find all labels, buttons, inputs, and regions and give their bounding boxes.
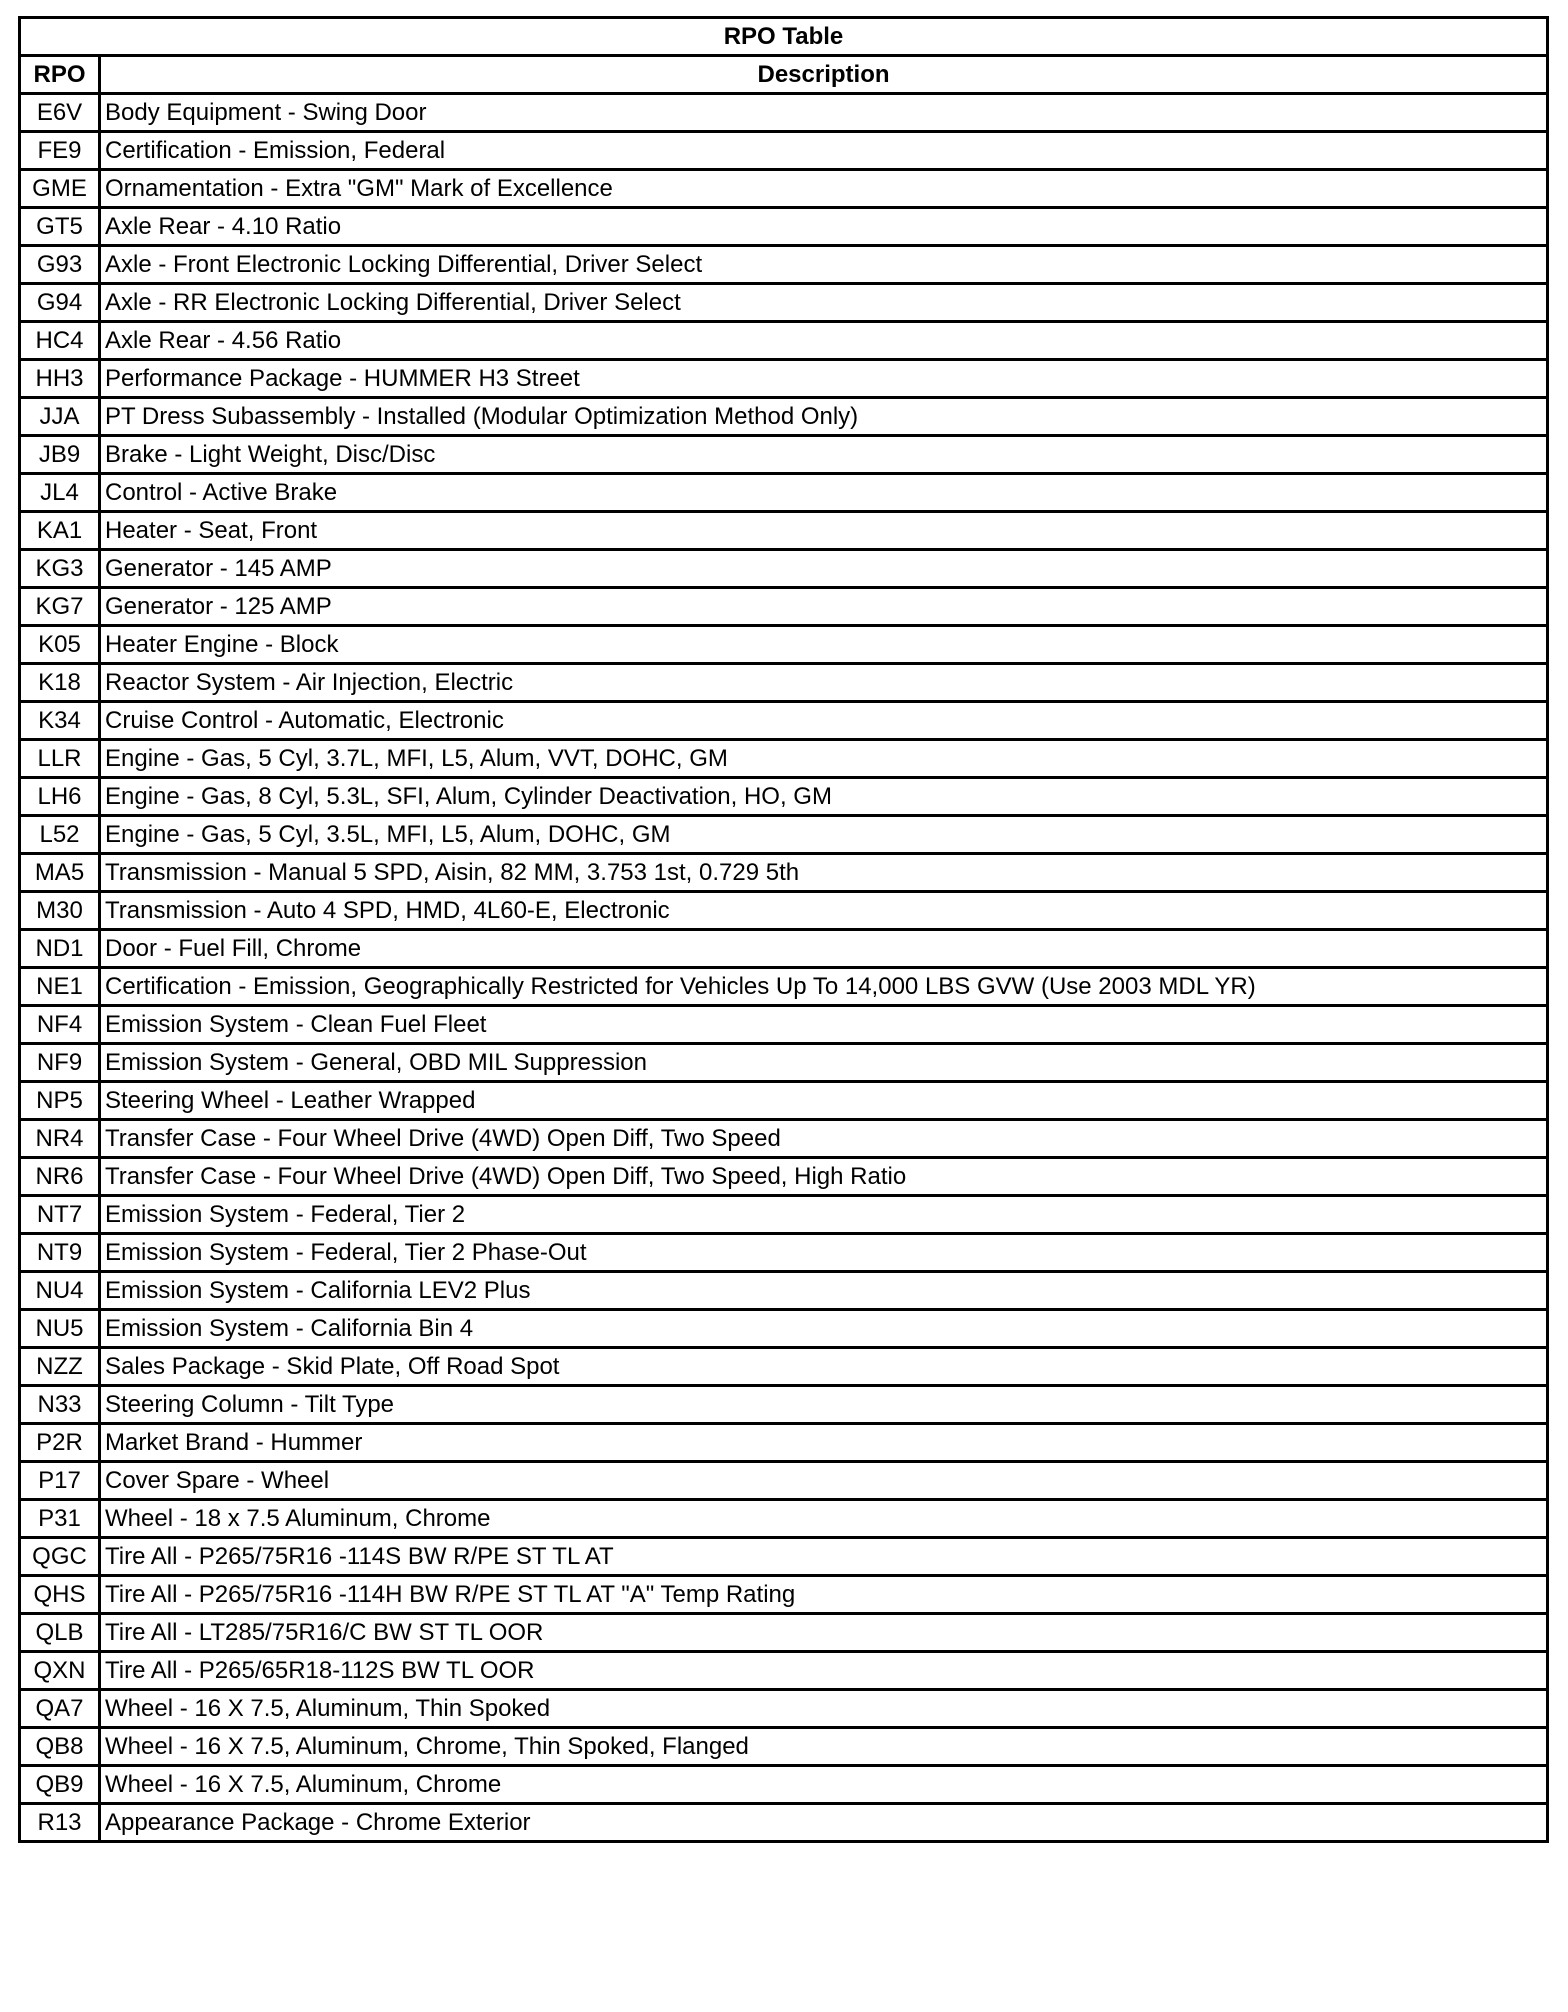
rpo-code-cell: ND1: [20, 930, 100, 968]
table-row: [20, 1044, 1548, 1082]
table-row: [20, 626, 1548, 664]
rpo-description-cell: Generator - 145 AMP: [100, 550, 1548, 588]
table-row: [20, 740, 1548, 778]
rpo-description-cell: Body Equipment - Swing Door: [100, 94, 1548, 132]
rpo-description-cell: Appearance Package - Chrome Exterior: [100, 1804, 1548, 1842]
rpo-description-cell: Steering Column - Tilt Type: [100, 1386, 1548, 1424]
table-row: [20, 892, 1548, 930]
rpo-code-cell: GME: [20, 170, 100, 208]
rpo-code-cell: P31: [20, 1500, 100, 1538]
rpo-description-cell: Generator - 125 AMP: [100, 588, 1548, 626]
table-row: [20, 322, 1548, 360]
rpo-description-cell: Transfer Case - Four Wheel Drive (4WD) Open Diff, Two Speed: [100, 1120, 1548, 1158]
rpo-code-cell: QB9: [20, 1766, 100, 1804]
table-row: [20, 1006, 1548, 1044]
rpo-code-cell: QGC: [20, 1538, 100, 1576]
rpo-code-cell: M30: [20, 892, 100, 930]
table-row: [20, 778, 1548, 816]
rpo-description-cell: Engine - Gas, 8 Cyl, 5.3L, SFI, Alum, Cylinder Deactivation, HO, GM: [100, 778, 1548, 816]
rpo-code-cell: N33: [20, 1386, 100, 1424]
table-row: [20, 854, 1548, 892]
rpo-code-cell: NF9: [20, 1044, 100, 1082]
rpo-description-cell: Heater - Seat, Front: [100, 512, 1548, 550]
rpo-description-cell: Tire All - P265/65R18-112S BW TL OOR: [100, 1652, 1548, 1690]
table-row: [20, 436, 1548, 474]
rpo-description-cell: Axle - RR Electronic Locking Differential, Driver Select: [100, 284, 1548, 322]
rpo-code-cell: NF4: [20, 1006, 100, 1044]
table-row: [20, 1272, 1548, 1310]
rpo-description-cell: Emission System - Federal, Tier 2 Phase-Out: [100, 1234, 1548, 1272]
table-row: [20, 1082, 1548, 1120]
table-row: [20, 550, 1548, 588]
table-row: [20, 208, 1548, 246]
table-row: [20, 1120, 1548, 1158]
table-row: [20, 94, 1548, 132]
rpo-code-cell: P17: [20, 1462, 100, 1500]
rpo-description-cell: Emission System - California LEV2 Plus: [100, 1272, 1548, 1310]
rpo-code-cell: QHS: [20, 1576, 100, 1614]
rpo-code-cell: LLR: [20, 740, 100, 778]
rpo-description-cell: Cover Spare - Wheel: [100, 1462, 1548, 1500]
table-title-row: [20, 18, 1548, 56]
rpo-code-cell: L52: [20, 816, 100, 854]
rpo-code-cell: KG3: [20, 550, 100, 588]
rpo-code-cell: P2R: [20, 1424, 100, 1462]
rpo-description-cell: Emission System - Federal, Tier 2: [100, 1196, 1548, 1234]
table-row: [20, 816, 1548, 854]
table-body: [20, 94, 1548, 1842]
rpo-description-cell: Transmission - Auto 4 SPD, HMD, 4L60-E, Electronic: [100, 892, 1548, 930]
rpo-table: [18, 16, 1549, 1843]
table-row: [20, 1652, 1548, 1690]
rpo-description-cell: Performance Package - HUMMER H3 Street: [100, 360, 1548, 398]
rpo-code-cell: NR6: [20, 1158, 100, 1196]
rpo-description-cell: Engine - Gas, 5 Cyl, 3.7L, MFI, L5, Alum, VVT, DOHC, GM: [100, 740, 1548, 778]
table-row: [20, 968, 1548, 1006]
rpo-description-cell: Market Brand - Hummer: [100, 1424, 1548, 1462]
rpo-code-cell: FE9: [20, 132, 100, 170]
rpo-code-cell: KA1: [20, 512, 100, 550]
rpo-code-cell: K34: [20, 702, 100, 740]
rpo-description-cell: Heater Engine - Block: [100, 626, 1548, 664]
table-row: [20, 1424, 1548, 1462]
rpo-code-cell: NR4: [20, 1120, 100, 1158]
table-title: RPO Table: [20, 18, 1548, 56]
rpo-description-cell: Brake - Light Weight, Disc/Disc: [100, 436, 1548, 474]
table-row: [20, 284, 1548, 322]
rpo-code-cell: KG7: [20, 588, 100, 626]
rpo-code-cell: JJA: [20, 398, 100, 436]
table-row: [20, 1386, 1548, 1424]
rpo-description-cell: Axle Rear - 4.56 Ratio: [100, 322, 1548, 360]
table-row: [20, 246, 1548, 284]
rpo-code-cell: G93: [20, 246, 100, 284]
table-row: [20, 1348, 1548, 1386]
rpo-description-cell: Certification - Emission, Federal: [100, 132, 1548, 170]
rpo-code-cell: QXN: [20, 1652, 100, 1690]
rpo-description-cell: Transfer Case - Four Wheel Drive (4WD) Open Diff, Two Speed, High Ratio: [100, 1158, 1548, 1196]
rpo-code-cell: QB8: [20, 1728, 100, 1766]
rpo-code-cell: E6V: [20, 94, 100, 132]
table-row: [20, 1538, 1548, 1576]
rpo-code-cell: NZZ: [20, 1348, 100, 1386]
table-row: [20, 512, 1548, 550]
table-row: [20, 1728, 1548, 1766]
rpo-code-cell: NU4: [20, 1272, 100, 1310]
rpo-description-cell: Wheel - 16 X 7.5, Aluminum, Chrome, Thin Spoked, Flanged: [100, 1728, 1548, 1766]
rpo-code-cell: K18: [20, 664, 100, 702]
rpo-description-cell: Cruise Control - Automatic, Electronic: [100, 702, 1548, 740]
rpo-description-cell: Axle - Front Electronic Locking Differential, Driver Select: [100, 246, 1548, 284]
rpo-code-cell: K05: [20, 626, 100, 664]
rpo-description-cell: Sales Package - Skid Plate, Off Road Spot: [100, 1348, 1548, 1386]
rpo-code-cell: LH6: [20, 778, 100, 816]
rpo-code-cell: HC4: [20, 322, 100, 360]
table-row: [20, 1766, 1548, 1804]
rpo-description-cell: Wheel - 16 X 7.5, Aluminum, Thin Spoked: [100, 1690, 1548, 1728]
table-row: [20, 360, 1548, 398]
table-row: [20, 930, 1548, 968]
rpo-description-cell: Emission System - Clean Fuel Fleet: [100, 1006, 1548, 1044]
rpo-code-cell: QLB: [20, 1614, 100, 1652]
table-row: [20, 1500, 1548, 1538]
rpo-code-cell: MA5: [20, 854, 100, 892]
rpo-description-cell: Control - Active Brake: [100, 474, 1548, 512]
table-row: [20, 702, 1548, 740]
rpo-description-cell: Emission System - General, OBD MIL Suppression: [100, 1044, 1548, 1082]
column-header-description: Description: [100, 56, 1548, 94]
rpo-description-cell: Certification - Emission, Geographically Restricted for Vehicles Up To 14,000 LBS GVW (Use 2003 MDL YR): [100, 968, 1548, 1006]
table-row: [20, 474, 1548, 512]
rpo-code-cell: G94: [20, 284, 100, 322]
rpo-code-cell: NT7: [20, 1196, 100, 1234]
table-row: [20, 132, 1548, 170]
rpo-code-cell: QA7: [20, 1690, 100, 1728]
rpo-description-cell: Transmission - Manual 5 SPD, Aisin, 82 MM, 3.753 1st, 0.729 5th: [100, 854, 1548, 892]
table-row: [20, 1804, 1548, 1842]
rpo-description-cell: Tire All - LT285/75R16/C BW ST TL OOR: [100, 1614, 1548, 1652]
table-row: [20, 1310, 1548, 1348]
table-row: [20, 1614, 1548, 1652]
rpo-code-cell: JL4: [20, 474, 100, 512]
rpo-code-cell: GT5: [20, 208, 100, 246]
table-row: [20, 1462, 1548, 1500]
rpo-description-cell: Steering Wheel - Leather Wrapped: [100, 1082, 1548, 1120]
table-row: [20, 664, 1548, 702]
rpo-code-cell: NP5: [20, 1082, 100, 1120]
rpo-description-cell: Reactor System - Air Injection, Electric: [100, 664, 1548, 702]
rpo-description-cell: Wheel - 18 x 7.5 Aluminum, Chrome: [100, 1500, 1548, 1538]
rpo-code-cell: HH3: [20, 360, 100, 398]
rpo-code-cell: NU5: [20, 1310, 100, 1348]
table-row: [20, 1690, 1548, 1728]
table-row: [20, 170, 1548, 208]
table-row: [20, 1158, 1548, 1196]
table-header-row: [20, 56, 1548, 94]
rpo-code-cell: NE1: [20, 968, 100, 1006]
table-row: [20, 588, 1548, 626]
rpo-description-cell: Door - Fuel Fill, Chrome: [100, 930, 1548, 968]
rpo-code-cell: JB9: [20, 436, 100, 474]
rpo-description-cell: Emission System - California Bin 4: [100, 1310, 1548, 1348]
table-row: [20, 1234, 1548, 1272]
table-row: [20, 398, 1548, 436]
rpo-code-cell: R13: [20, 1804, 100, 1842]
rpo-description-cell: Axle Rear - 4.10 Ratio: [100, 208, 1548, 246]
rpo-code-cell: NT9: [20, 1234, 100, 1272]
rpo-description-cell: Tire All - P265/75R16 -114S BW R/PE ST TL AT: [100, 1538, 1548, 1576]
table-row: [20, 1576, 1548, 1614]
column-header-rpo: RPO: [20, 56, 100, 94]
table-row: [20, 1196, 1548, 1234]
rpo-description-cell: Engine - Gas, 5 Cyl, 3.5L, MFI, L5, Alum, DOHC, GM: [100, 816, 1548, 854]
rpo-description-cell: Ornamentation - Extra "GM" Mark of Excellence: [100, 170, 1548, 208]
rpo-description-cell: Tire All - P265/75R16 -114H BW R/PE ST TL AT "A" Temp Rating: [100, 1576, 1548, 1614]
rpo-description-cell: PT Dress Subassembly - Installed (Modular Optimization Method Only): [100, 398, 1548, 436]
rpo-description-cell: Wheel - 16 X 7.5, Aluminum, Chrome: [100, 1766, 1548, 1804]
